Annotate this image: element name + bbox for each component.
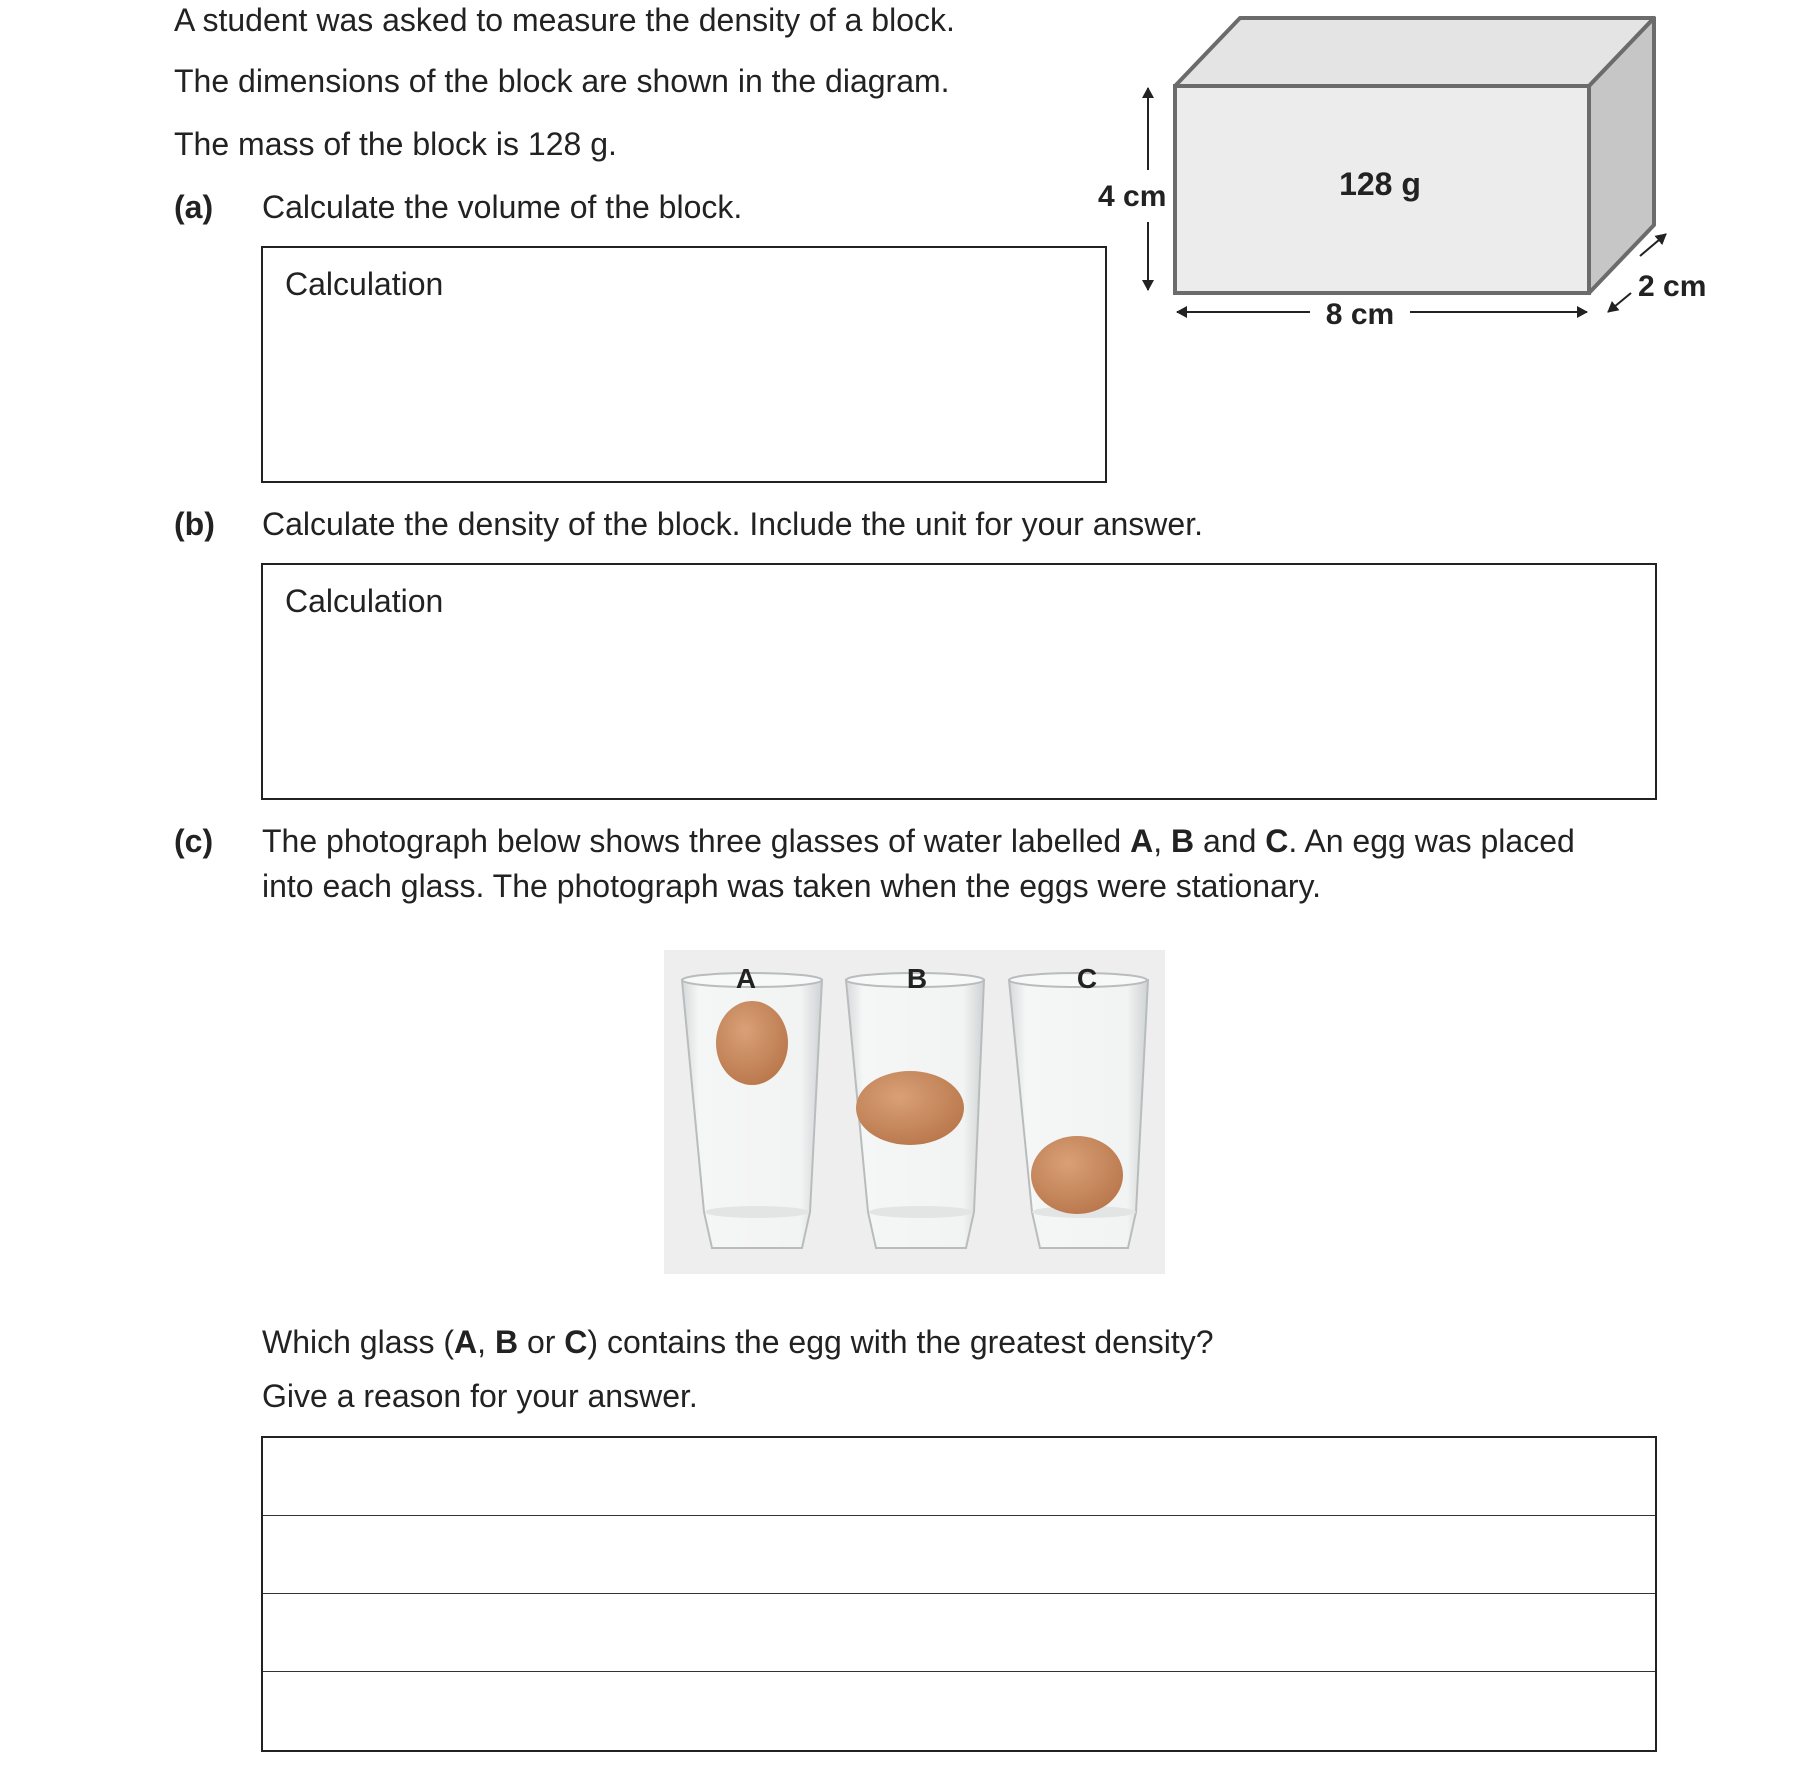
answer-line-4[interactable] <box>263 1672 1655 1750</box>
part-b-answer-box[interactable] <box>261 563 1657 800</box>
intro-line-2: The dimensions of the block are shown in the diagram. <box>174 63 950 99</box>
answer-line-3[interactable] <box>263 1594 1655 1672</box>
part-c-glass-b-ref: B <box>1170 823 1195 859</box>
eggs-photograph <box>664 950 1165 1274</box>
depth-arrow-down <box>1608 293 1631 312</box>
glass-label-a: A <box>735 963 757 994</box>
egg-a <box>716 1001 788 1085</box>
part-a-box-caption: Calculation <box>285 266 444 302</box>
part-c-line-1-post: . An egg was placed <box>1288 823 1575 859</box>
length-label: 8 cm <box>1325 298 1395 331</box>
block-mass-label: 128 g <box>1339 166 1421 202</box>
glass-b <box>846 973 984 1248</box>
part-b-label: (b) <box>174 506 215 542</box>
block-diagram <box>1080 0 1730 340</box>
part-c-label: (c) <box>174 823 214 859</box>
glass-label-b: B <box>906 963 928 994</box>
part-c-line-1-pre: The photograph below shows three glasses of water labelled <box>262 823 1131 859</box>
part-c-line-2: into each glass. The photograph was taken when the eggs were stationary. <box>262 868 1322 904</box>
part-c-question: Which glass (A, B or C) contains the egg with the greatest density? <box>262 1324 1214 1360</box>
glass-a <box>682 973 822 1248</box>
intro-line-1: A student was asked to measure the density of a block. <box>174 2 955 38</box>
depth-label: 2 cm <box>1638 270 1707 303</box>
part-c-answer-box[interactable] <box>261 1436 1657 1752</box>
part-b-question: Calculate the density of the block. Include the unit for your answer. <box>262 506 1203 542</box>
part-c-reason-prompt: Give a reason for your answer. <box>262 1378 698 1414</box>
part-a-question: Calculate the volume of the block. <box>262 189 743 225</box>
part-a-label: (a) <box>174 189 214 225</box>
height-label: 4 cm <box>1098 180 1167 213</box>
part-c-line-1: The photograph below shows three glasses of water labelled A, B and C. An egg was placed <box>262 823 1575 859</box>
block-top-face <box>1175 18 1654 86</box>
egg-c <box>1031 1136 1123 1214</box>
glass-label-c: C <box>1076 963 1098 994</box>
part-a-answer-box[interactable] <box>261 246 1107 483</box>
egg-b <box>856 1071 964 1145</box>
intro-line-3: The mass of the block is 128 g. <box>174 126 617 162</box>
part-b-box-caption: Calculation <box>285 583 444 619</box>
part-c-glass-c-ref: C <box>1265 823 1289 859</box>
answer-line-2[interactable] <box>263 1516 1655 1594</box>
answer-line-1[interactable] <box>263 1438 1655 1516</box>
part-c-glass-a-ref: A <box>1130 823 1154 859</box>
